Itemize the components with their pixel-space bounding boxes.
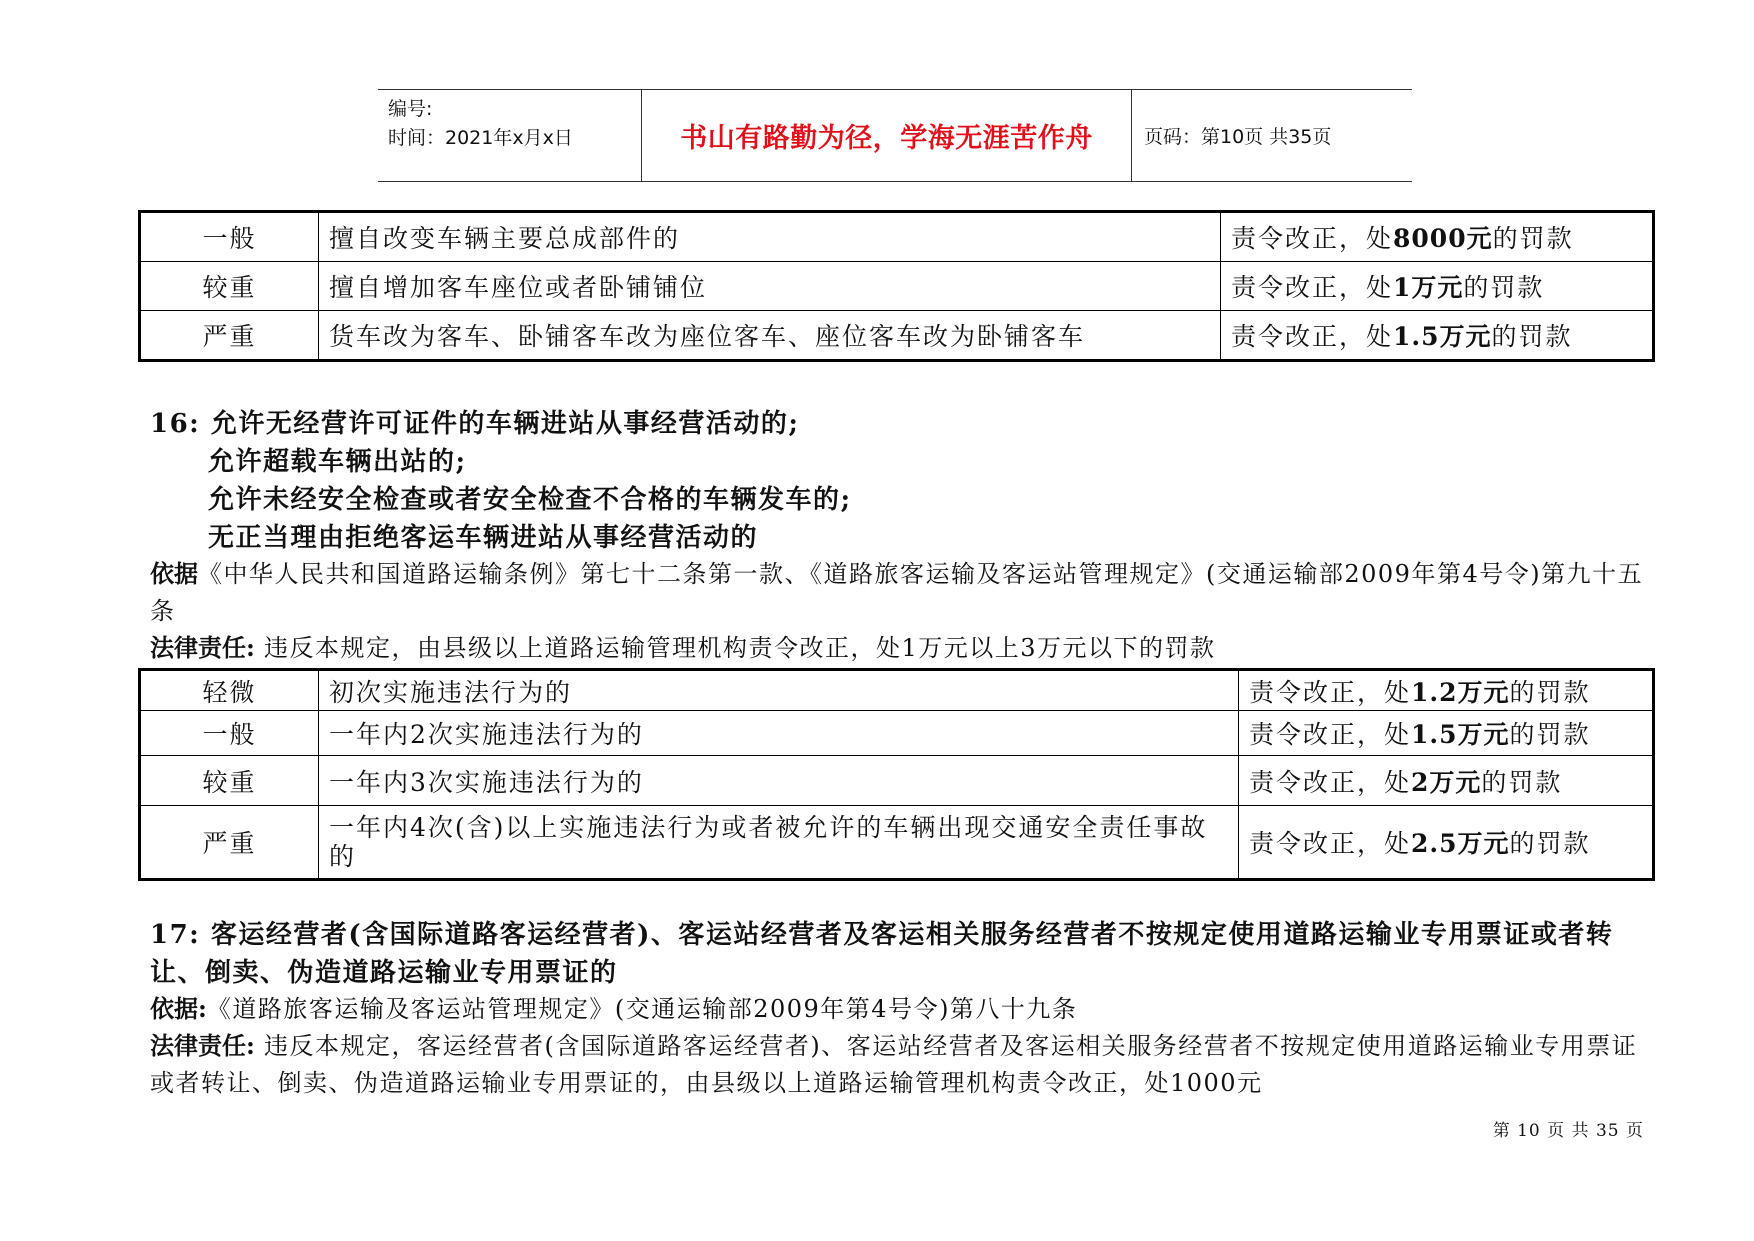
item-16-liability — [150, 629, 1645, 667]
item-16-title-line: 允许未经安全检查或者安全检查不合格的车辆发车的; — [208, 485, 852, 515]
penalty-cell — [1239, 756, 1654, 806]
penalty-suffix: 的罚款 — [1491, 322, 1573, 351]
penalty-table-15 — [138, 210, 1655, 362]
penalty-amount: 1万元 — [1393, 273, 1464, 302]
severity-cell: 一般 — [140, 212, 319, 262]
penalty-prefix: 责令改正，处 — [1231, 224, 1394, 253]
penalty-suffix: 的罚款 — [1509, 720, 1591, 749]
table-row — [140, 212, 1654, 262]
violation-cell: 擅自改变车辆主要总成部件的 — [319, 212, 1221, 262]
penalty-cell — [1239, 670, 1654, 711]
violation-cell: 一年内4次(含)以上实施违法行为或者被允许的车辆出现交通安全责任事故的 — [319, 806, 1239, 880]
table-row — [140, 670, 1654, 711]
penalty-prefix: 责令改正，处 — [1249, 720, 1412, 749]
basis-label: 依据: — [150, 994, 207, 1023]
penalty-amount: 1.5万元 — [1393, 322, 1492, 351]
table-row — [140, 806, 1654, 880]
severity-cell: 轻微 — [140, 670, 319, 711]
penalty-cell — [1221, 262, 1654, 311]
penalty-prefix: 责令改正，处 — [1231, 273, 1394, 302]
penalty-suffix: 的罚款 — [1509, 829, 1591, 858]
basis-text: 《中华人民共和国道路运输条例》第七十二条第一款、《道路旅客运输及客运站管理规定》(交通运输部2009年第4号令)第九十五条 — [150, 560, 1644, 625]
item-16-title-line: 无正当理由拒绝客运车辆进站从事经营活动的 — [208, 523, 759, 553]
penalty-prefix: 责令改正，处 — [1231, 322, 1394, 351]
basis-label: 依据 — [150, 559, 198, 588]
penalty-cell — [1221, 311, 1654, 361]
table-row — [140, 311, 1654, 361]
liability-text: 违反本规定，由县级以上道路运输管理机构责令改正，处1万元以上3万元以下的罚款 — [254, 634, 1216, 662]
violation-cell: 初次实施违法行为的 — [319, 670, 1239, 711]
item-17-liability — [150, 1027, 1645, 1102]
page-footer: 第 10 页 共 35 页 — [1492, 1121, 1644, 1141]
liability-text: 违反本规定，客运经营者(含国际道路客运经营者)、客运站经营者及客运相关服务经营者不按规定使用道路运输业专用票证或者转让、倒卖、伪造道路运输业专用票证的，由县级以上道路运输管理机构责令改正，处1000元 — [150, 1032, 1638, 1097]
penalty-cell — [1239, 806, 1654, 880]
violation-cell: 擅自增加客车座位或者卧铺铺位 — [319, 262, 1221, 311]
penalty-suffix: 的罚款 — [1463, 273, 1545, 302]
item-17-basis — [150, 990, 1645, 1028]
penalty-table-15-body — [140, 212, 1654, 361]
header-motto: 书山有路勤为径，学海无涯苦作舟 — [642, 90, 1132, 181]
item-17-title: 17: 客运经营者(含国际道路客运经营者)、客运站经营者及客运相关服务经营者不按规定使用道路运输业专用票证或者转让、倒卖、伪造道路运输业专用票证的 — [150, 920, 1614, 988]
penalty-prefix: 责令改正，处 — [1249, 767, 1412, 797]
item-16-basis — [150, 555, 1645, 630]
table-row — [140, 262, 1654, 311]
basis-text: 《道路旅客运输及客运站管理规定》(交通运输部2009年第4号令)第八十九条 — [206, 995, 1078, 1023]
penalty-suffix: 的罚款 — [1481, 767, 1563, 797]
item-16-title — [150, 405, 1645, 557]
item-16-title-line: 16: 允许无经营许可证件的车辆进站从事经营活动的; — [150, 409, 800, 439]
liability-label: 法律责任: — [150, 1031, 255, 1060]
penalty-amount: 1.5万元 — [1411, 720, 1510, 749]
severity-cell: 严重 — [140, 806, 319, 880]
number-label: 编号: — [388, 98, 433, 120]
penalty-prefix: 责令改正，处 — [1249, 677, 1412, 707]
page-header — [378, 89, 1412, 182]
violation-cell: 货车改为客车、卧铺客车改为座位客车、座位客车改为卧铺客车 — [319, 311, 1221, 361]
penalty-suffix: 的罚款 — [1492, 224, 1574, 253]
penalty-table-16-body — [140, 670, 1654, 880]
severity-cell: 较重 — [140, 262, 319, 311]
header-meta — [378, 90, 642, 181]
header-page-info: 页码：第10页 共35页 — [1144, 126, 1332, 148]
penalty-amount: 2万元 — [1411, 767, 1482, 797]
penalty-table-16 — [138, 668, 1655, 881]
violation-cell: 一年内2次实施违法行为的 — [319, 711, 1239, 756]
penalty-amount: 8000元 — [1393, 224, 1493, 253]
penalty-suffix: 的罚款 — [1509, 677, 1591, 707]
time-label: 时间：2021年x月x日 — [388, 127, 573, 149]
penalty-cell — [1221, 212, 1654, 262]
table-row — [140, 711, 1654, 756]
penalty-amount: 2.5万元 — [1411, 829, 1510, 858]
violation-cell: 一年内3次实施违法行为的 — [319, 756, 1239, 806]
liability-label: 法律责任: — [150, 633, 255, 662]
penalty-prefix: 责令改正，处 — [1249, 829, 1412, 858]
item-16-title-line: 允许超载车辆出站的; — [208, 447, 467, 477]
severity-cell: 严重 — [140, 311, 319, 361]
severity-cell: 一般 — [140, 711, 319, 756]
severity-cell: 较重 — [140, 756, 319, 806]
penalty-cell — [1239, 711, 1654, 756]
penalty-amount: 1.2万元 — [1411, 677, 1510, 707]
table-row — [140, 756, 1654, 806]
